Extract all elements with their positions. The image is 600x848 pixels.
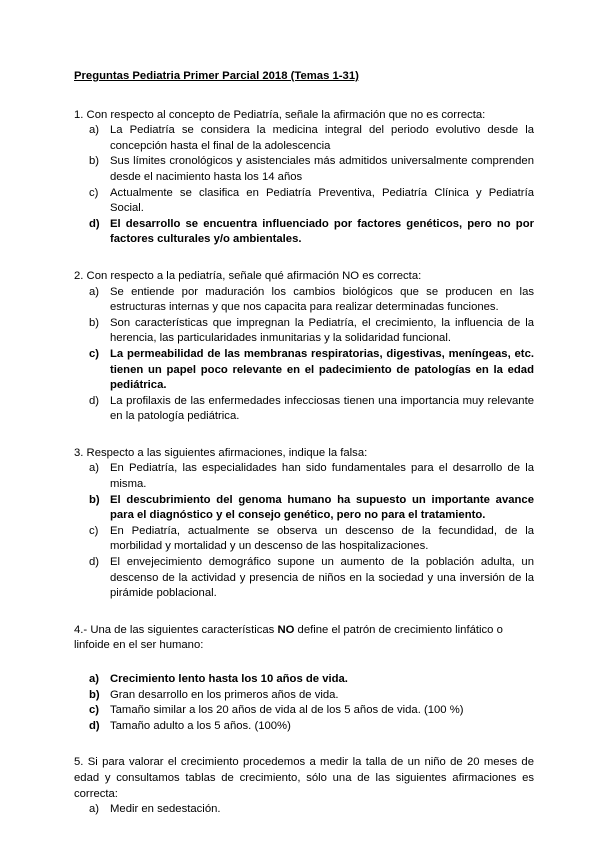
option-4b: b) Gran desarrollo en los primeros años de vida.: [89, 688, 339, 701]
option-4a-answer: a) Crecimiento lento hasta los 10 años de vida.: [89, 673, 348, 685]
document-content: [74, 69, 534, 818]
question-4-options: [74, 672, 534, 734]
question-1-text: 1. Con respecto al concepto de Pediatría, señale la afirmación que no es correcta:: [74, 108, 486, 121]
spacer: [74, 248, 534, 269]
option-2d: d) La profilaxis de las enfermedades infecciosas tienen una importancia muy relevante en la patología pediátrica.: [89, 394, 534, 423]
question-5: [74, 755, 534, 817]
option-4c: c) Tamaño similar a los 20 años de vida al de los 5 años de vida. (100 %): [89, 704, 464, 717]
question-4-text: 4.- Una de las siguientes características NO define el patrón de crecimiento linfático o linfoide en el ser humano:: [74, 623, 503, 652]
question-2-options: [74, 285, 534, 425]
question-2: [74, 269, 534, 425]
option-3c: c) En Pediatría, actualmente se observa un descenso de la fecundidad, de la morbilidad y mortalidad y un descenso de las hospitalizaciones.: [89, 524, 534, 553]
question-3: [74, 446, 534, 602]
option-2b: b) Son características que impregnan la Pediatría, el crecimiento, la influencia de la herencia, las particularidades inmunitarias y la solidaridad funcional.: [89, 316, 534, 345]
option-4d: d) Tamaño adulto a los 5 años. (100%): [89, 719, 291, 732]
option-3a: a) En Pediatría, las especialidades han sido fundamentales para el desarrollo de la misma.: [89, 462, 534, 491]
option-2c-answer: c) La permeabilidad de las membranas respiratorias, digestivas, meníngeas, etc. tienen un papel poco relevante en el padecimiento de patologías en la edad pediátrica.: [89, 347, 534, 392]
spacer: [74, 602, 534, 623]
question-3-text: 3. Respecto a las siguientes afirmaciones, indique la falsa:: [74, 446, 368, 459]
question-2-text: 2. Con respecto a la pediatría, señale qué afirmación NO es correcta:: [74, 269, 422, 282]
question-1: [74, 108, 534, 248]
option-1b: b) Sus límites cronológicos y asistenciales más admitidos universalmente comprenden desde el nacimiento hasta los 14 años: [89, 155, 534, 183]
option-5a: a) Medir en sedestación.: [89, 803, 221, 816]
document-title: Preguntas Pediatria Primer Parcial 2018 (Temas 1-31): [74, 70, 359, 82]
question-5-options: [74, 802, 534, 818]
spacer: [74, 425, 534, 446]
question-1-options: [74, 123, 534, 248]
option-3d: d) El envejecimiento demográfico supone un aumento de la población adulta, un descenso de la actividad y presencia de niños en la sociedad y una inversión de la pirámide poblacional.: [89, 556, 534, 600]
spacer: [74, 734, 534, 755]
question-3-options: [74, 461, 534, 601]
option-1a: a) La Pediatría se considera la medicina integral del periodo evolutivo desde la concepción hasta el final de la adolescencia: [89, 124, 534, 152]
option-1c: c) Actualmente se clasifica en Pediatría Preventiva, Pediatría Clínica y Pediatría Social.: [89, 186, 534, 215]
option-2a: a) Se entiende por maduración los cambios biológicos que se producen en las estructuras internas y que nos capacita para realizar determinadas funciones.: [89, 285, 534, 314]
question-5-text: 5. Si para valorar el crecimiento procedemos a medir la talla de un niño de 20 meses de edad y consultamos tablas de crecimiento, sólo una de las siguientes afirmaciones es correcta:: [74, 756, 534, 800]
option-1d-answer: d) El desarrollo se encuentra influenciado por factores genéticos, pero no por factores culturales y/o ambientales.: [89, 217, 534, 246]
question-4: [74, 623, 534, 735]
option-3b-answer: b) El descubrimiento del genoma humano ha supuesto un importante avance para el diagnóstico y el consejo genético, pero no para el tratamiento.: [89, 493, 534, 522]
